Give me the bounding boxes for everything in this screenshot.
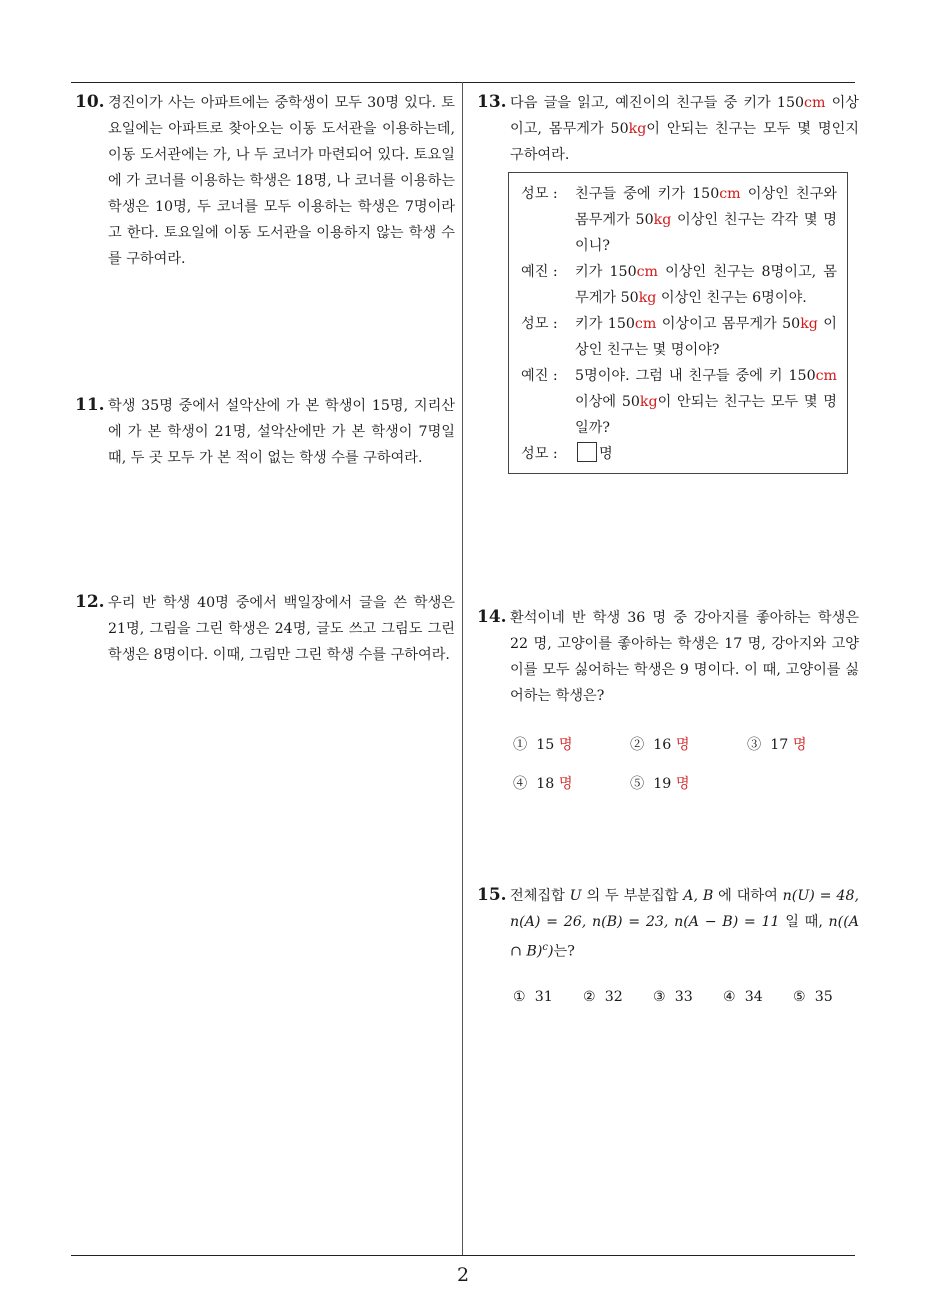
dialog-box <box>508 172 848 474</box>
choice-5[interactable]: ⑤ 19 명 <box>630 776 690 792</box>
dialog-line: 예진 : 5명이야. 그럼 내 친구들 중에 키 150cm 이상에 50kg이 안되는 친구는 모두 몇 명일까? <box>521 363 837 441</box>
column-divider <box>462 82 463 1255</box>
choice-4[interactable]: ④ 18 명 <box>513 776 573 792</box>
choice-2[interactable]: ② 16 명 <box>630 737 690 753</box>
question-number: 14. <box>477 607 507 627</box>
question-13 <box>477 90 859 168</box>
answer-blank <box>577 442 597 462</box>
choice-1[interactable]: ① 31 <box>513 989 553 1005</box>
unit-kg: kg <box>628 121 647 137</box>
question-number: 10. <box>75 92 105 112</box>
speaker: 예진 : <box>521 368 558 384</box>
choice-1[interactable]: ① 15 명 <box>513 737 573 753</box>
speaker: 예진 : <box>521 264 558 280</box>
choice-3[interactable]: ③ 33 <box>653 989 693 1005</box>
question-10 <box>75 90 455 272</box>
speaker: 성모 : <box>521 446 558 462</box>
question-number: 15. <box>477 885 507 905</box>
bottom-rule <box>71 1255 855 1256</box>
question-11 <box>75 393 455 471</box>
question-14 <box>477 605 859 709</box>
question-number: 13. <box>477 92 507 112</box>
speaker: 성모 : <box>521 186 558 202</box>
page-number: 2 <box>456 1264 470 1286</box>
dialog-line-answer: 성모 : 명 <box>521 441 837 467</box>
choice-5[interactable]: ⑤ 35 <box>793 989 833 1005</box>
choice-4[interactable]: ④ 34 <box>723 989 763 1005</box>
question-number: 12. <box>75 592 105 612</box>
question-text: 경진이가 사는 아파트에는 중학생이 모두 30명 있다. 토요일에는 아파트로 찾아오는 이동 도서관을 이용하는데, 이동 도서관에는 가, 나 두 코너가 마련되어 있다. 토요일에 가 코너를 이용하는 학생은 18명, 나 코너를 이용하는 학생은 10명, 두 코너를 모두 이용하는 학생은 7명이라고 한다. 토요일에 이동 도서관을 이용하지 않는 학생 수를 구하여라. <box>108 95 455 267</box>
question-text: 우리 반 학생 40명 중에서 백일장에서 글을 쓴 학생은 21명, 그림을 그린 학생은 24명, 글도 쓰고 그림도 그린 학생은 8명이다. 이때, 그림만 그린 학생 수를 구하여라. <box>108 595 455 663</box>
unit-cm: cm <box>804 95 826 111</box>
question-12 <box>75 590 455 668</box>
dialog-line: 성모 : 친구들 중에 키가 150cm 이상인 친구와 몸무게가 50kg 이상인 친구는 각각 몇 명이니? <box>521 181 837 259</box>
question-text: 환석이네 반 학생 36 명 중 강아지를 좋아하는 학생은 22 명, 고양이를 좋아하는 학생은 17 명, 강아지와 고양이를 모두 싫어하는 학생은 9 명이다. 이 때, 고양이를 싫어하는 학생은? <box>510 610 859 704</box>
question-15 <box>477 883 859 965</box>
choice-2[interactable]: ② 32 <box>583 989 623 1005</box>
dialog-line: 예진 : 키가 150cm 이상인 친구는 8명이고, 몸무게가 50kg 이상인 친구는 6명이야. <box>521 259 837 311</box>
speaker: 성모 : <box>521 316 558 332</box>
question-text: 학생 35명 중에서 설악산에 가 본 학생이 15명, 지리산에 가 본 학생이 21명, 설악산에만 가 본 학생이 7명일 때, 두 곳 모두 가 본 적이 없는 학생 수를 구하여라. <box>108 398 455 466</box>
dialog-line: 성모 : 키가 150cm 이상이고 몸무게가 50kg 이상인 친구는 몇 명이야? <box>521 311 837 363</box>
choice-3[interactable]: ③ 17 명 <box>747 737 807 753</box>
question-text: 다음 글을 읽고, 예진이의 친구들 중 키가 150cm 이상이고, 몸무게가 50kg이 안되는 친구는 모두 몇 명인지 구하여라. <box>510 95 859 163</box>
top-rule <box>71 82 855 83</box>
question-number: 11. <box>75 395 105 415</box>
question-text: 전체집합 U 의 두 부분집합 A, B 에 대하여 n(U) = 48, n(A) = 26, n(B) = 23, n(A − B) = 11 일 때, n((A ∩ B)$^c$)는? <box>510 888 860 960</box>
